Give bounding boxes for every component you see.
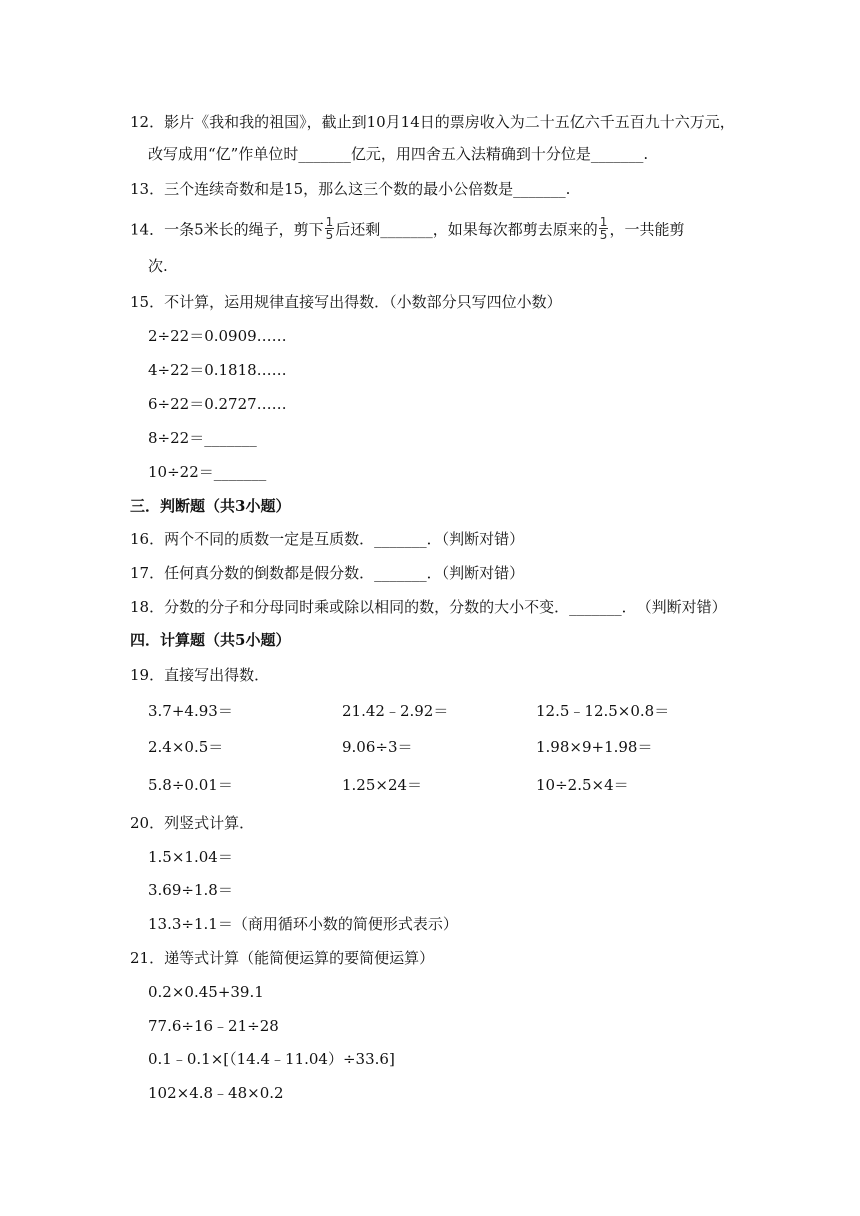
q14-line1 [130,215,685,243]
q15-row: 6÷22＝0.2727…… [148,395,287,413]
q18-text: 18．分数的分子和分母同时乘或除以相同的数，分数的大小不变．_______． （判断对错） [130,598,727,616]
q14-line2: 次. [148,257,168,275]
q14-part2: 后还剩_______，如果每次都剪去原来的 [335,220,598,239]
q15-row: 8÷22＝_______ [148,429,257,447]
q21-row: 0.1﹣0.1×[（14.4﹣11.04）÷33.6] [148,1050,395,1068]
q15-title: 15．不计算，运用规律直接写出得数．（小数部分只写四位小数） [130,293,562,311]
q21-row: 0.2×0.45+39.1 [148,983,264,1001]
section-heading-judgment: 三．判断题（共3小题） [130,497,291,515]
q19-item: 21.42﹣2.92＝ [342,702,449,720]
fraction-one-fifth: $\frac{1}{5}$ [325,215,334,242]
q19-item: 5.8÷0.01＝ [148,776,233,794]
q19-item: 10÷2.5×4＝ [536,776,629,794]
q19-item: 2.4×0.5＝ [148,738,224,756]
q21-row: 77.6÷16﹣21÷28 [148,1017,279,1035]
q20-row: 1.5×1.04＝ [148,848,233,866]
q20-row: 13.3÷1.1＝（商用循环小数的简便形式表示） [148,915,458,933]
q15-row: 2÷22＝0.0909…… [148,327,287,345]
q16-text: 16．两个不同的质数一定是互质数．_______．（判断对错） [130,530,525,548]
q17-text: 17．任何真分数的倒数都是假分数．_______．（判断对错） [130,564,525,582]
q19-item: 1.98×9+1.98＝ [536,738,653,756]
q15-row: 10÷22＝_______ [148,463,267,481]
section-heading-calculation: 四．计算题（共5小题） [130,631,291,649]
q13-text: 13．三个连续奇数和是15，那么这三个数的最小公倍数是_______. [130,180,571,198]
q19-title: 19．直接写出得数． [130,666,270,684]
q14-part1: 14．一条5米长的绳子，剪下 [130,220,324,239]
q12-line2: 改写成用“亿”作单位时_______亿元，用四舍五入法精确到十分位是_______. [148,145,649,163]
q19-item: 3.7+4.93＝ [148,702,233,720]
q12-line1: 12．影片《我和我的祖国》，截止到10月14日的票房收入为二十五亿六千五百九十六万元， [130,113,735,131]
q19-item: 9.06÷3＝ [342,738,413,756]
q20-title: 20．列竖式计算． [130,814,255,832]
q19-item: 1.25×24＝ [342,776,423,794]
q15-row: 4÷22＝0.1818…… [148,361,287,379]
q21-row: 102×4.8﹣48×0.2 [148,1084,284,1102]
q19-item: 12.5﹣12.5×0.8＝ [536,702,670,720]
fraction-one-fifth-2: $\frac{1}{5}$ [599,215,608,242]
q14-part3: ，一共能剪 [609,220,685,239]
q20-row: 3.69÷1.8＝ [148,881,233,899]
q21-title: 21．递等式计算（能简便运算的要简便运算） [130,949,435,967]
